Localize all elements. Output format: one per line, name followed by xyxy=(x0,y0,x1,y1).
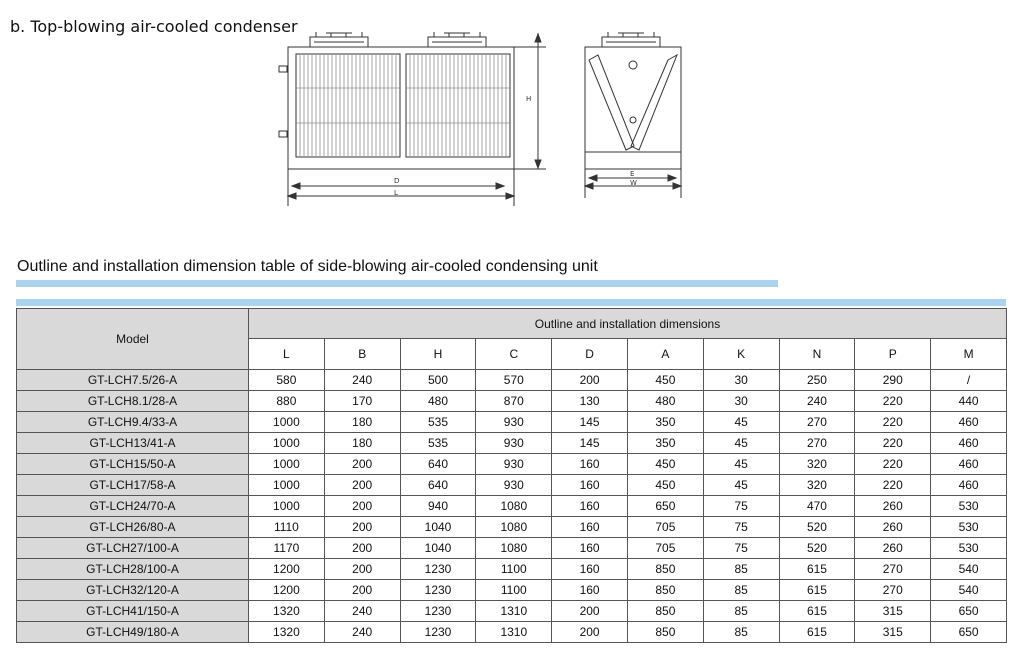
value-cell: 75 xyxy=(703,496,779,517)
value-cell: 85 xyxy=(703,559,779,580)
value-cell: 705 xyxy=(627,538,703,559)
value-cell: 850 xyxy=(627,559,703,580)
value-cell: 930 xyxy=(476,454,552,475)
value-cell: 160 xyxy=(552,580,628,601)
value-cell: 1110 xyxy=(249,517,325,538)
value-cell: 650 xyxy=(627,496,703,517)
table-row xyxy=(17,391,1007,412)
value-cell: 615 xyxy=(779,559,855,580)
value-cell: 850 xyxy=(627,580,703,601)
model-cell: GT-LCH32/120-A xyxy=(17,580,249,601)
value-cell: 615 xyxy=(779,601,855,622)
model-cell: GT-LCH17/58-A xyxy=(17,475,249,496)
table-row xyxy=(17,559,1007,580)
value-cell: 160 xyxy=(552,538,628,559)
value-cell: 460 xyxy=(931,433,1007,454)
column-header: M xyxy=(931,339,1007,370)
model-cell: GT-LCH49/180-A xyxy=(17,622,249,643)
value-cell: 240 xyxy=(324,601,400,622)
value-cell: 580 xyxy=(249,370,325,391)
value-cell: 450 xyxy=(627,454,703,475)
value-cell: 930 xyxy=(476,475,552,496)
value-cell: 160 xyxy=(552,559,628,580)
label-e: E xyxy=(630,170,635,178)
value-cell: 160 xyxy=(552,517,628,538)
value-cell: 160 xyxy=(552,475,628,496)
value-cell: 180 xyxy=(324,433,400,454)
value-cell: 1000 xyxy=(249,475,325,496)
value-cell: 1100 xyxy=(476,580,552,601)
value-cell: 1230 xyxy=(400,601,476,622)
value-cell: 1000 xyxy=(249,433,325,454)
value-cell: 530 xyxy=(931,538,1007,559)
value-cell: 200 xyxy=(324,496,400,517)
value-cell: 530 xyxy=(931,496,1007,517)
model-cell: GT-LCH27/100-A xyxy=(17,538,249,559)
table-row xyxy=(17,412,1007,433)
value-cell: 460 xyxy=(931,454,1007,475)
table-top-bar xyxy=(16,299,1006,306)
group-header: Outline and installation dimensions xyxy=(249,309,1007,339)
value-cell: 290 xyxy=(855,370,931,391)
value-cell: 240 xyxy=(324,370,400,391)
value-cell: 480 xyxy=(627,391,703,412)
value-cell: 180 xyxy=(324,412,400,433)
value-cell: 240 xyxy=(779,391,855,412)
column-header: P xyxy=(855,339,931,370)
side-view xyxy=(585,32,681,198)
value-cell: 220 xyxy=(855,475,931,496)
column-header: C xyxy=(476,339,552,370)
model-cell: GT-LCH9.4/33-A xyxy=(17,412,249,433)
value-cell: 200 xyxy=(324,475,400,496)
value-cell: 1000 xyxy=(249,496,325,517)
value-cell: 1040 xyxy=(400,517,476,538)
front-view xyxy=(279,32,546,206)
value-cell: 130 xyxy=(552,391,628,412)
value-cell: / xyxy=(931,370,1007,391)
value-cell: 200 xyxy=(324,559,400,580)
value-cell: 260 xyxy=(855,517,931,538)
column-header: D xyxy=(552,339,628,370)
value-cell: 540 xyxy=(931,559,1007,580)
value-cell: 880 xyxy=(249,391,325,412)
model-cell: GT-LCH28/100-A xyxy=(17,559,249,580)
value-cell: 315 xyxy=(855,601,931,622)
value-cell: 200 xyxy=(552,601,628,622)
table-row xyxy=(17,517,1007,538)
value-cell: 520 xyxy=(779,517,855,538)
value-cell: 1320 xyxy=(249,601,325,622)
value-cell: 1080 xyxy=(476,496,552,517)
value-cell: 530 xyxy=(931,517,1007,538)
value-cell: 1310 xyxy=(476,601,552,622)
value-cell: 1080 xyxy=(476,517,552,538)
value-cell: 250 xyxy=(779,370,855,391)
fan-left xyxy=(310,32,368,47)
value-cell: 1320 xyxy=(249,622,325,643)
value-cell: 640 xyxy=(400,454,476,475)
value-cell: 440 xyxy=(931,391,1007,412)
value-cell: 1000 xyxy=(249,412,325,433)
value-cell: 75 xyxy=(703,517,779,538)
value-cell: 315 xyxy=(855,622,931,643)
value-cell: 615 xyxy=(779,622,855,643)
table-row xyxy=(17,601,1007,622)
value-cell: 650 xyxy=(931,601,1007,622)
value-cell: 480 xyxy=(400,391,476,412)
value-cell: 270 xyxy=(855,580,931,601)
column-header: N xyxy=(779,339,855,370)
model-cell: GT-LCH13/41-A xyxy=(17,433,249,454)
value-cell: 145 xyxy=(552,412,628,433)
value-cell: 520 xyxy=(779,538,855,559)
value-cell: 160 xyxy=(552,454,628,475)
value-cell: 260 xyxy=(855,538,931,559)
value-cell: 85 xyxy=(703,622,779,643)
value-cell: 705 xyxy=(627,517,703,538)
value-cell: 850 xyxy=(627,622,703,643)
table-row xyxy=(17,622,1007,643)
value-cell: 45 xyxy=(703,454,779,475)
table-row xyxy=(17,433,1007,454)
label-h: H xyxy=(526,95,532,103)
title-underline-bar xyxy=(16,280,778,287)
value-cell: 1310 xyxy=(476,622,552,643)
table-row xyxy=(17,370,1007,391)
value-cell: 320 xyxy=(779,475,855,496)
column-header: B xyxy=(324,339,400,370)
value-cell: 75 xyxy=(703,538,779,559)
value-cell: 450 xyxy=(627,475,703,496)
value-cell: 500 xyxy=(400,370,476,391)
value-cell: 270 xyxy=(779,433,855,454)
value-cell: 460 xyxy=(931,475,1007,496)
column-header: K xyxy=(703,339,779,370)
value-cell: 85 xyxy=(703,601,779,622)
model-cell: GT-LCH24/70-A xyxy=(17,496,249,517)
table-body xyxy=(17,370,1007,643)
value-cell: 450 xyxy=(627,370,703,391)
value-cell: 640 xyxy=(400,475,476,496)
value-cell: 1080 xyxy=(476,538,552,559)
value-cell: 615 xyxy=(779,580,855,601)
value-cell: 45 xyxy=(703,475,779,496)
column-header: H xyxy=(400,339,476,370)
value-cell: 570 xyxy=(476,370,552,391)
value-cell: 145 xyxy=(552,433,628,454)
value-cell: 200 xyxy=(324,454,400,475)
value-cell: 160 xyxy=(552,496,628,517)
value-cell: 1040 xyxy=(400,538,476,559)
model-cell: GT-LCH7.5/26-A xyxy=(17,370,249,391)
value-cell: 220 xyxy=(855,391,931,412)
value-cell: 470 xyxy=(779,496,855,517)
label-w: W xyxy=(630,179,637,187)
dimension-table xyxy=(16,308,1007,643)
value-cell: 200 xyxy=(552,622,628,643)
table-row xyxy=(17,454,1007,475)
fan-right xyxy=(428,32,486,47)
column-header: A xyxy=(627,339,703,370)
table-row xyxy=(17,496,1007,517)
value-cell: 200 xyxy=(324,580,400,601)
value-cell: 320 xyxy=(779,454,855,475)
model-cell: GT-LCH8.1/28-A xyxy=(17,391,249,412)
value-cell: 260 xyxy=(855,496,931,517)
value-cell: 535 xyxy=(400,412,476,433)
value-cell: 270 xyxy=(855,559,931,580)
value-cell: 85 xyxy=(703,580,779,601)
value-cell: 540 xyxy=(931,580,1007,601)
fan-side xyxy=(602,32,660,47)
value-cell: 350 xyxy=(627,412,703,433)
value-cell: 1230 xyxy=(400,580,476,601)
value-cell: 270 xyxy=(779,412,855,433)
value-cell: 350 xyxy=(627,433,703,454)
value-cell: 240 xyxy=(324,622,400,643)
value-cell: 1200 xyxy=(249,559,325,580)
value-cell: 1000 xyxy=(249,454,325,475)
model-header: Model xyxy=(17,309,249,370)
column-header: L xyxy=(249,339,325,370)
value-cell: 460 xyxy=(931,412,1007,433)
value-cell: 1200 xyxy=(249,580,325,601)
value-cell: 30 xyxy=(703,391,779,412)
value-cell: 220 xyxy=(855,454,931,475)
label-d: D xyxy=(394,177,400,185)
value-cell: 1230 xyxy=(400,559,476,580)
value-cell: 170 xyxy=(324,391,400,412)
value-cell: 850 xyxy=(627,601,703,622)
value-cell: 930 xyxy=(476,433,552,454)
value-cell: 200 xyxy=(324,538,400,559)
value-cell: 200 xyxy=(324,517,400,538)
model-cell: GT-LCH15/50-A xyxy=(17,454,249,475)
section-title: b. Top-blowing air-cooled condenser xyxy=(10,17,298,36)
value-cell: 45 xyxy=(703,433,779,454)
value-cell: 930 xyxy=(476,412,552,433)
value-cell: 1100 xyxy=(476,559,552,580)
table-row xyxy=(17,580,1007,601)
value-cell: 200 xyxy=(552,370,628,391)
model-cell: GT-LCH26/80-A xyxy=(17,517,249,538)
value-cell: 1230 xyxy=(400,622,476,643)
value-cell: 220 xyxy=(855,412,931,433)
value-cell: 1170 xyxy=(249,538,325,559)
value-cell: 870 xyxy=(476,391,552,412)
label-l: L xyxy=(394,189,398,197)
table-row xyxy=(17,475,1007,496)
value-cell: 940 xyxy=(400,496,476,517)
table-title: Outline and installation dimension table of side-blowing air-cooled condensing unit xyxy=(17,258,598,275)
table-row xyxy=(17,538,1007,559)
value-cell: 650 xyxy=(931,622,1007,643)
condenser-drawing xyxy=(276,28,696,213)
value-cell: 535 xyxy=(400,433,476,454)
value-cell: 220 xyxy=(855,433,931,454)
value-cell: 30 xyxy=(703,370,779,391)
value-cell: 45 xyxy=(703,412,779,433)
model-cell: GT-LCH41/150-A xyxy=(17,601,249,622)
